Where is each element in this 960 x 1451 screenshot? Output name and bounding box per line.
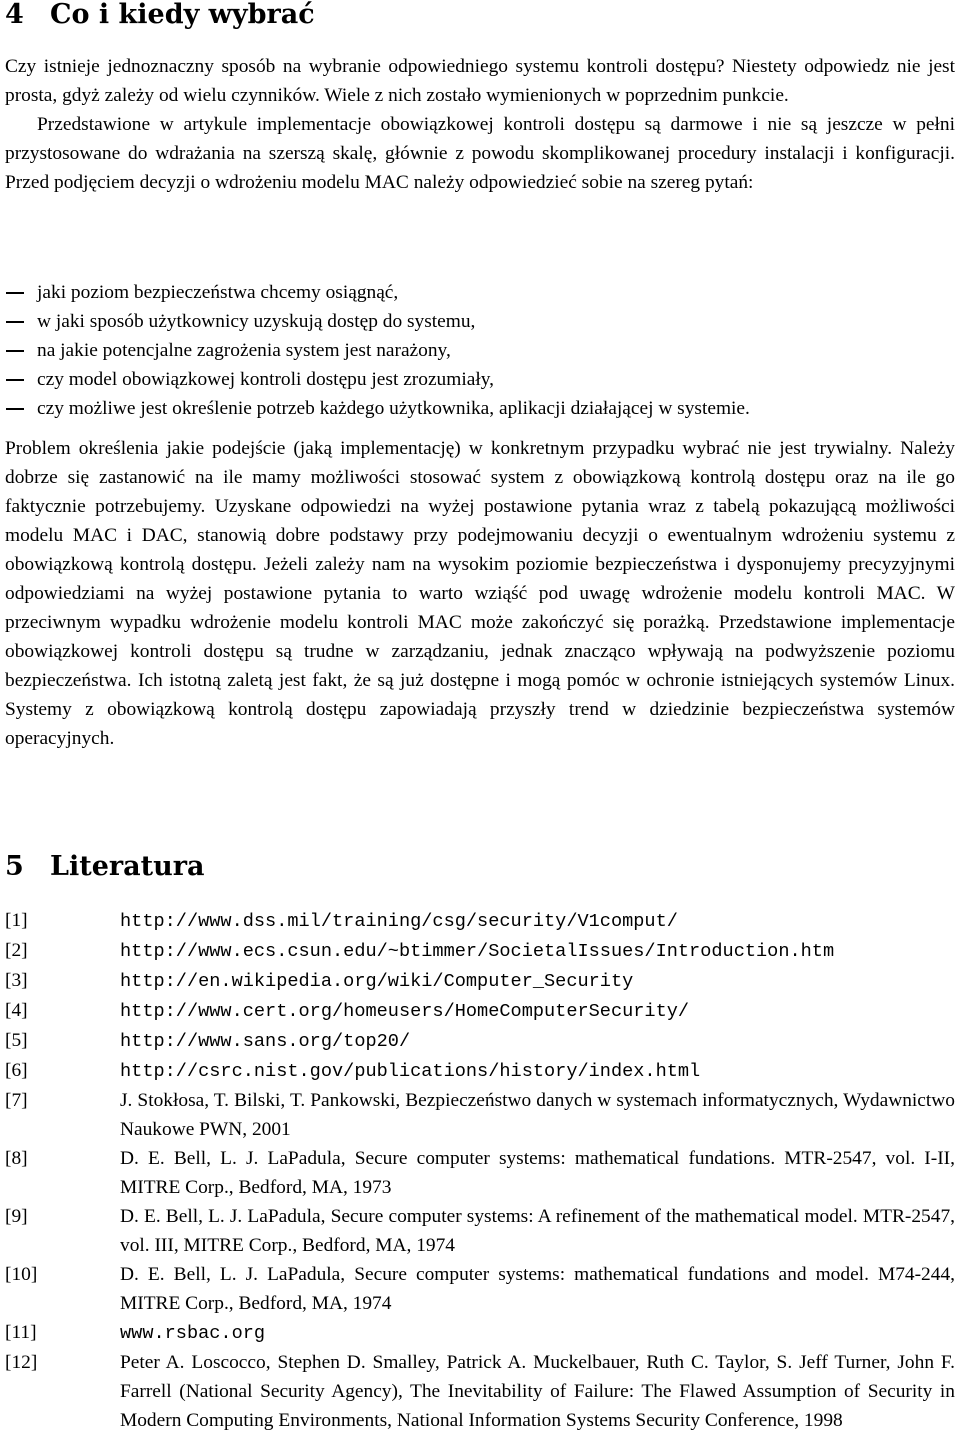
reference-link[interactable]: www.rsbac.org [120, 1323, 266, 1344]
dash-bullet-icon [6, 379, 24, 381]
reference-label: [8] [5, 1148, 28, 1169]
section-heading [5, 852, 204, 882]
reference-item [5, 1144, 955, 1202]
reference-label: [12] [5, 1352, 38, 1373]
reference-label: [3] [5, 970, 28, 991]
reference-label: [1] [5, 910, 28, 931]
reference-item [5, 996, 955, 1026]
reference-item [5, 1026, 955, 1056]
reference-label: [5] [5, 1030, 28, 1051]
reference-text: D. E. Bell, L. J. LaPadula, Secure computer systems: mathematical fundations. MTR-2547, vol. I-II, MITRE Corp., Bedford, MA, 1973 [120, 1148, 955, 1198]
section-number: 4 [5, 0, 24, 30]
reference-label: [4] [5, 1000, 28, 1021]
reference-item [5, 1202, 955, 1260]
section-number: 5 [5, 851, 24, 882]
list-item-text: jaki poziom bezpieczeństwa chcemy osiągnąć, [37, 282, 399, 303]
reference-item [5, 906, 955, 936]
list-item-text: w jaki sposób użytkownicy uzyskują dostęp do systemu, [37, 311, 476, 332]
dash-bullet-icon [6, 321, 24, 323]
reference-link[interactable]: http://www.ecs.csun.edu/~btimmer/SocietalIssues/Introduction.htm [120, 941, 835, 962]
dash-bullet-icon [6, 408, 24, 410]
reference-link[interactable]: http://csrc.nist.gov/publications/history/index.html [120, 1061, 701, 1082]
section-title: Co i kiedy wybrać [50, 0, 315, 30]
reference-list [5, 906, 955, 1435]
reference-item [5, 936, 955, 966]
reference-item [5, 1348, 955, 1435]
reference-link[interactable]: http://www.sans.org/top20/ [120, 1031, 411, 1052]
reference-label: [7] [5, 1090, 28, 1111]
section-title: Literatura [50, 851, 205, 882]
list-item-text: czy model obowiązkowej kontroli dostępu jest zrozumiały, [37, 369, 494, 390]
reference-label: [6] [5, 1060, 28, 1081]
conclusion-paragraph: Problem określenia jakie podejście (jaką implementację) w konkretnym przypadku wybrać nie jest trywialny. Należy dobrze się zastanowić na ile mamy możliwości stosować system z obowiązkową kontrolą dostępu oraz na ile go faktycznie potrzebujemy. Uzyskane odpowiedzi na wyżej postawione pytania wraz z tabelą pokazującą możliwości modelu MAC i DAC, stanowią dobre podstawy przy podejmowaniu decyzji o ewentualnym wdrożeniu systemu z obowiązkową kontrolą dostępu. Jeżeli zależy nam na wysokim poziomie bezpieczeństwa i dysponujemy precyzyjnymi odpowiedziami na wyżej postawione pytania to warto wziąść pod uwagę wdrożenie modelu kontroli MAC. W przeciwnym wypadku wdrożenie modelu kontroli MAC może zakończyć się porażką. Przedstawione implementacje obowiązkowej kontroli dostępu są trudne w zarządzaniu, jednak znacząco wpływają na podwyższenie poziomu bezpieczeństwa. Ich istotną zaletą jest fakt, że są już dostępne i mogą pomóc w ochronie istniejących systemów Linux. Systemy z obowiązkową kontrolą dostępu zapowiadają przyszły trend w dziedzinie bezpieczeństwa systemów operacyjnych. [5, 438, 955, 749]
paragraph-text: Czy istnieje jednoznaczny sposób na wybranie odpowiedniego systemu kontroli dostępu? Niestety odpowiedz nie jest prosta, gdyż zależy od wielu czynników. Wiele z nich zostało wymienionych w poprzednim punkcie. [5, 56, 955, 106]
dash-bullet-icon [6, 292, 24, 294]
reference-item [5, 1086, 955, 1144]
reference-item [5, 1260, 955, 1318]
reference-item [5, 966, 955, 996]
reference-label: [2] [5, 940, 28, 961]
reference-label: [9] [5, 1206, 28, 1227]
list-item-text: czy możliwe jest określenie potrzeb każdego użytkownika, aplikacji działającej w systemie. [37, 398, 750, 419]
reference-text: Peter A. Loscocco, Stephen D. Smalley, Patrick A. Muckelbauer, Ruth C. Taylor, S. Jeff Turner, John F. Farrell (National Security Agency), The Inevitability of Failure: The Flawed Assumption of Security in Modern Computing Environments, National Information Systems Security Conference, 1998 [120, 1352, 955, 1431]
reference-text: J. Stokłosa, T. Bilski, T. Pankowski, Bezpieczeństwo danych w systemach informatycznych, Wydawnictwo Naukowe PWN, 2001 [120, 1090, 955, 1140]
list-item [5, 365, 955, 394]
reference-label: [10] [5, 1264, 38, 1285]
reference-link[interactable]: http://www.dss.mil/training/csg/security/V1comput/ [120, 911, 678, 932]
question-list [5, 278, 955, 423]
list-item [5, 394, 955, 423]
reference-link[interactable]: http://www.cert.org/homeusers/HomeComputerSecurity/ [120, 1001, 690, 1022]
reference-item [5, 1318, 955, 1348]
list-item [5, 278, 955, 307]
section-heading [5, 0, 315, 30]
list-item-text: na jakie potencjalne zagrożenia system jest narażony, [37, 340, 451, 361]
reference-text: D. E. Bell, L. J. LaPadula, Secure computer systems: A refinement of the mathematical model. MTR-2547, vol. III, MITRE Corp., Bedford, MA, 1974 [120, 1206, 955, 1256]
reference-link[interactable]: http://en.wikipedia.org/wiki/Computer_Security [120, 971, 634, 992]
intro-paragraph [5, 52, 955, 197]
reference-item [5, 1056, 955, 1086]
dash-bullet-icon [6, 350, 24, 352]
reference-text: D. E. Bell, L. J. LaPadula, Secure computer systems: mathematical fundations and model. M74-244, MITRE Corp., Bedford, MA, 1974 [120, 1264, 955, 1314]
list-item [5, 307, 955, 336]
list-item [5, 336, 955, 365]
paragraph-text: Przedstawione w artykule implementacje obowiązkowej kontroli dostępu są darmowe i nie są jeszcze w pełni przystosowane do wdrażania na szerszą skalę, głównie z powodu skomplikowanej procedury instalacji i konfiguracji. Przed podjęciem decyzji o wdrożeniu modelu MAC należy odpowiedzieć sobie na szereg pytań: [5, 114, 955, 193]
reference-label: [11] [5, 1322, 37, 1343]
